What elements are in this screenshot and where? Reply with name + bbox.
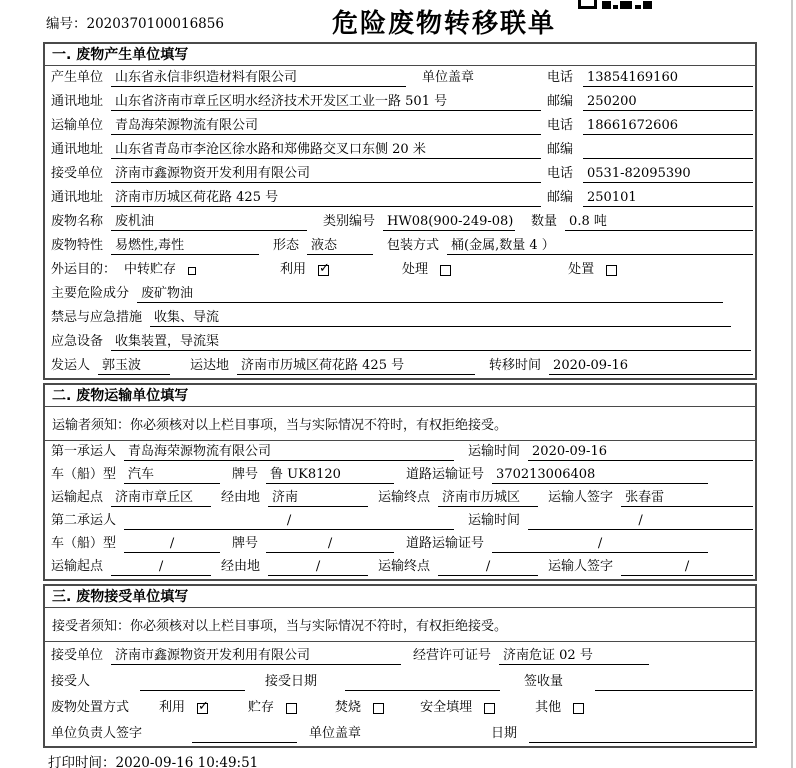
transfer-time-label: 转移时间	[489, 358, 542, 373]
checkbox	[484, 703, 495, 714]
transport-time-label: 运输时间	[468, 444, 521, 459]
section3-header: 三. 废物接受单位填写	[45, 586, 755, 608]
address-label: 通讯地址	[51, 142, 104, 157]
disposal-option	[420, 696, 495, 717]
plate-label: 牌号	[232, 536, 259, 551]
waste-property-value: 易燃性,毒性	[111, 234, 259, 255]
address-label: 通讯地址	[51, 94, 104, 109]
disposal-option	[535, 696, 584, 717]
qr-block	[635, 5, 641, 9]
vehicle-row-2	[45, 533, 755, 556]
main-hazard-row	[45, 282, 755, 306]
qr-block	[613, 5, 618, 9]
waste-property-row	[45, 234, 755, 258]
receiver-unit-label: 接受单位	[51, 166, 104, 181]
emergency-equipment-row	[45, 330, 755, 354]
receiver-unit-value: 济南市鑫源物资开发利用有限公司	[111, 162, 541, 183]
disposal-option	[335, 696, 384, 717]
producer-address-value: 山东省济南市章丘区明水经济技术开发区工业一路 501 号	[111, 90, 541, 111]
license-value: 济南危证 02 号	[499, 644, 649, 665]
dispatcher-value: 郭玉波	[98, 354, 170, 375]
quantity-value: 0.8 吨	[565, 210, 753, 231]
vehicle-type-label: 车（船）型	[51, 467, 117, 482]
purpose-option	[280, 258, 329, 279]
qr-block	[602, 1, 611, 9]
form-label: 形态	[273, 238, 300, 253]
purpose-option	[402, 258, 451, 279]
receiver-zip-value: 250101	[583, 190, 753, 207]
taboo-measures-value: 收集、导流	[150, 306, 731, 327]
page-title: 危险废物转移联单	[331, 9, 556, 39]
checkbox	[188, 267, 196, 275]
transport-time-value: 2020-09-16	[528, 444, 753, 461]
checkbox-label: 安全填埋	[420, 700, 473, 715]
license-label: 经营许可证号	[413, 648, 492, 663]
accept-unit-value: 济南市鑫源物资开发利用有限公司	[111, 644, 401, 665]
transporter-address-row	[45, 138, 755, 162]
accept-date-value	[345, 688, 500, 691]
waste-name-label: 废物名称	[51, 214, 104, 229]
manifest-form	[43, 42, 757, 748]
route-start-value: /	[111, 559, 211, 576]
road-permit-label: 道路运输证号	[406, 536, 485, 551]
route-start-label: 运输起点	[51, 490, 104, 505]
carrier-sign-value: /	[621, 559, 753, 576]
packing-value: 桶(金属,数量 4 ）	[447, 234, 753, 255]
vehicle-type-value: 汽车	[124, 463, 220, 484]
transport-time-label: 运输时间	[468, 513, 521, 528]
checkbox	[373, 703, 384, 714]
vehicle-type-label: 车（船）型	[51, 536, 117, 551]
qr-block	[620, 1, 632, 9]
route-start-label: 运输起点	[51, 559, 104, 574]
transporter-phone-value: 18661672606	[583, 118, 753, 135]
route-end-label: 运输终点	[378, 559, 431, 574]
section-transporter	[43, 383, 757, 581]
taboo-measures-label: 禁忌与应急措施	[51, 310, 143, 325]
checkbox-label: 处理	[402, 262, 429, 277]
serial-value: 2020370100016856	[86, 16, 224, 32]
accept-person-value	[140, 688, 245, 691]
route-via-label: 经由地	[221, 559, 261, 574]
responsible-sign-row	[45, 720, 755, 746]
purpose-option	[124, 258, 196, 279]
zip-label: 邮编	[547, 94, 574, 109]
qr-block	[578, 0, 597, 9]
section-receiver	[43, 584, 757, 748]
destination-label: 运达地	[190, 358, 230, 373]
checkbox-label: 中转贮存	[124, 262, 177, 277]
accept-date-label: 接受日期	[265, 674, 318, 689]
receiver-address-row	[45, 186, 755, 210]
waste-name-row	[45, 210, 755, 234]
disposal-method-row	[45, 694, 755, 720]
transporter-notice: 运输者须知：你必须核对以上栏目事项，当与实际情况不符时，有权拒绝接受。	[45, 407, 755, 441]
checkbox	[440, 265, 451, 276]
quantity-label: 数量	[531, 214, 558, 229]
second-carrier-row	[45, 510, 755, 533]
first-carrier-label: 第一承运人	[51, 444, 117, 459]
checkbox	[318, 265, 329, 276]
main-hazard-value: 废矿物油	[137, 282, 723, 303]
print-time	[48, 751, 258, 768]
first-carrier-row	[45, 441, 755, 464]
date-label: 日期	[491, 726, 518, 741]
checkbox	[606, 265, 617, 276]
receiver-address-value: 济南市历城区荷花路 425 号	[111, 186, 541, 207]
producer-address-row	[45, 90, 755, 114]
carrier-sign-label: 运输人签字	[548, 490, 614, 505]
checkbox	[286, 703, 297, 714]
dispatcher-label: 发运人	[51, 358, 91, 373]
disposal-method-label: 废物处置方式	[51, 700, 130, 715]
transfer-time-value: 2020-09-16	[549, 358, 753, 375]
checkbox-label: 其他	[535, 700, 562, 715]
route-row-2	[45, 556, 755, 579]
producer-unit-label: 产生单位	[51, 70, 104, 85]
checkbox-label: 利用	[159, 700, 186, 715]
qr-block	[643, 1, 652, 9]
destination-value: 济南市历城区荷花路 425 号	[237, 354, 475, 375]
transfer-purpose-label: 外运目的：	[51, 262, 117, 277]
waste-property-label: 废物特性	[51, 238, 104, 253]
receiver-phone-value: 0531-82095390	[583, 166, 753, 183]
responsible-sign-value	[192, 740, 297, 743]
route-via-label: 经由地	[221, 490, 261, 505]
date-value	[529, 740, 753, 743]
phone-label: 电话	[547, 70, 574, 85]
accept-unit-row	[45, 642, 755, 668]
road-permit-value: /	[492, 536, 708, 553]
route-end-value: 济南市历城区	[438, 486, 538, 507]
section1-header: 一. 废物产生单位填写	[45, 44, 755, 66]
waste-name-value: 废机油	[111, 210, 307, 231]
first-carrier-value: 青岛海荣源物流有限公司	[124, 440, 454, 461]
transport-time-value: /	[528, 513, 753, 530]
receiver-notice: 接受者须知：你必须核对以上栏目事项，当与实际情况不符时，有权拒绝接受。	[45, 608, 755, 642]
emergency-equipment-value: 收集装置，导流渠	[111, 330, 751, 351]
serial-label: 编号：	[46, 16, 87, 32]
unit-seal-label: 单位盖章	[309, 726, 362, 741]
checkbox	[573, 703, 584, 714]
checkbox	[197, 703, 208, 714]
route-via-value: /	[268, 559, 368, 576]
vehicle-row-1	[45, 464, 755, 487]
transporter-zip-value	[583, 156, 753, 159]
packing-label: 包装方式	[387, 238, 440, 253]
checkbox-label: 处置	[568, 262, 595, 277]
transporter-unit-row	[45, 114, 755, 138]
address-label: 通讯地址	[51, 190, 104, 205]
disposal-option	[248, 696, 297, 717]
qr-code-fragment	[578, 0, 652, 9]
section2-header: 二. 废物运输单位填写	[45, 385, 755, 407]
received-qty-label: 签收量	[524, 674, 564, 689]
route-end-label: 运输终点	[378, 490, 431, 505]
checkbox-label: 贮存	[248, 700, 275, 715]
unit-seal-label: 单位盖章	[422, 70, 475, 85]
vehicle-type-value: /	[124, 536, 220, 553]
page-edge	[791, 0, 793, 768]
section-producer	[43, 42, 757, 380]
form-value: 液态	[307, 234, 373, 255]
main-hazard-label: 主要危险成分	[51, 286, 130, 301]
zip-label: 邮编	[547, 190, 574, 205]
accept-unit-label: 接受单位	[51, 648, 104, 663]
carrier-sign-value: 张春雷	[621, 486, 753, 507]
checkbox-label: 利用	[280, 262, 307, 277]
producer-unit-row	[45, 66, 755, 90]
producer-unit-value: 山东省永信非织造材料有限公司	[111, 66, 406, 87]
road-permit-label: 道路运输证号	[406, 467, 485, 482]
purpose-option	[568, 258, 617, 279]
received-qty-value	[595, 688, 753, 691]
checkbox-label: 焚烧	[335, 700, 362, 715]
plate-value: /	[266, 536, 394, 553]
route-via-value: 济南	[268, 486, 368, 507]
category-code-value: HW08(900-249-08)	[383, 214, 515, 231]
emergency-equipment-label: 应急设备	[51, 334, 104, 349]
plate-value: 鲁 UK8120	[266, 463, 394, 484]
transporter-unit-value: 青岛海荣源物流有限公司	[111, 114, 541, 135]
plate-label: 牌号	[232, 467, 259, 482]
phone-label: 电话	[547, 118, 574, 133]
producer-phone-value: 13854169160	[583, 70, 753, 87]
producer-zip-value: 250200	[583, 94, 753, 111]
transfer-purpose-row	[45, 258, 755, 282]
route-end-value: /	[438, 559, 538, 576]
disposal-option	[159, 696, 208, 717]
zip-label: 邮编	[547, 142, 574, 157]
carrier-sign-label: 运输人签字	[548, 559, 614, 574]
second-carrier-value: /	[124, 513, 454, 530]
print-time-value: 2020-09-16 10:49:51	[115, 755, 259, 768]
phone-label: 电话	[547, 166, 574, 181]
accept-person-row	[45, 668, 755, 694]
route-row-1	[45, 487, 755, 510]
print-time-label: 打印时间：	[48, 755, 116, 768]
route-start-value: 济南市章丘区	[111, 486, 211, 507]
category-code-label: 类别编号	[323, 214, 376, 229]
taboo-measures-row	[45, 306, 755, 330]
transporter-unit-label: 运输单位	[51, 118, 104, 133]
transporter-address-value: 山东省青岛市李沧区徐水路和郑佛路交叉口东侧 20 米	[111, 138, 541, 159]
receiver-unit-row	[45, 162, 755, 186]
road-permit-value: 370213006408	[492, 467, 708, 484]
second-carrier-label: 第二承运人	[51, 513, 117, 528]
accept-person-label: 接受人	[51, 674, 91, 689]
responsible-sign-label: 单位负责人签字	[51, 726, 143, 741]
dispatcher-row	[45, 354, 755, 378]
